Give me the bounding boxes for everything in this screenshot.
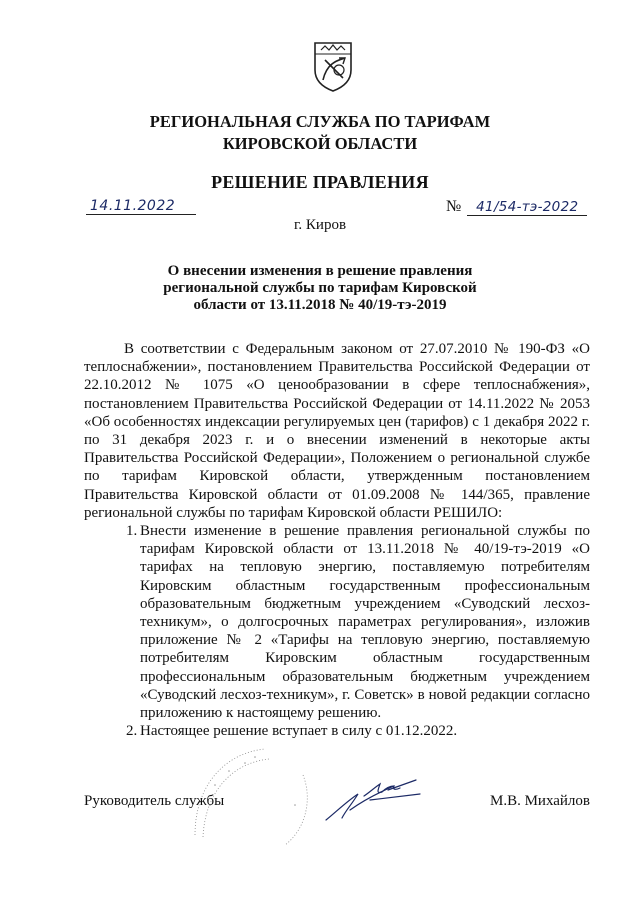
subject-line-2: региональной службы по тарифам Кировской [163,280,477,296]
number-value: 41/54-тэ-2022 [467,199,587,216]
document-date: 14.11.2022 [86,198,196,215]
document-subject [140,263,500,314]
document-body [84,340,590,740]
org-line-1: РЕГИОНАЛЬНАЯ СЛУЖБА ПО ТАРИФАМ [149,112,491,131]
signatory-role: Руководитель службы [84,793,225,809]
coat-of-arms-icon [313,40,353,92]
item-number: 1. [126,523,138,540]
document-type: РЕШЕНИЕ ПРАВЛЕНИЯ [211,172,429,192]
list-item [84,722,590,740]
city: г. Киров [293,217,347,233]
item-number: 2. [126,723,138,740]
organization-name [0,111,640,155]
preamble-paragraph: В соответствии с Федеральным законом от 27.07.2010 № 190-ФЗ «О теплоснабжении», постановлением Правительства Российской Федерации от 22.10.2012 № 1075 «О ценообразовании в сфере теплоснабжения», постановлением Правительства Российской Федерации от 14.11.2022 № 2053 «Об особенностях индексации регулируемых цен (тарифов) с 1 декабря 2022 г. по 31 декабря 2023 г. и о внесении изменений в некоторые акты Правительства Российской Федерации», Положением о региональной службе по тарифам Кировской области, утвержденным постановлением Правительства Кировской области от 01.09.2008 № 144/365, правление региональной службы по тарифам Кировской области РЕШИЛО: [84,341,590,521]
signatory-name: М.В. Михайлов [489,793,590,809]
subject-line-1: О внесении изменения в решение правления [167,263,473,279]
org-line-2: КИРОВСКОЙ ОБЛАСТИ [222,134,418,153]
signature-block [84,793,590,813]
list-item [84,522,590,722]
item-text: Настоящее решение вступает в силу с 01.12.2022. [140,723,458,740]
number-sign: № [446,198,462,215]
item-text: Внести изменение в решение правления региональной службы по тарифам Кировской области от 13.11.2018 № 40/19-тэ-2019 «О тарифах на тепловую энергию, поставляемую потребителям Кировским областным государственным профессиональным образовательным бюджетным учреждением «Суводский лесхоз-техникум», о долгосрочных параметрах регулирования», изложив приложение № 2 «Тарифы на тепловую энергию, поставляемую потребителям Кировским областным государственным профессиональным образовательным бюджетным учреждением «Суводский лесхоз-техникум», г. Советск» в новой редакции согласно приложению к настоящему решению. [140,523,590,722]
subject-line-3: области от 13.11.2018 № 40/19-тэ-2019 [193,297,447,313]
document-number [446,198,587,216]
